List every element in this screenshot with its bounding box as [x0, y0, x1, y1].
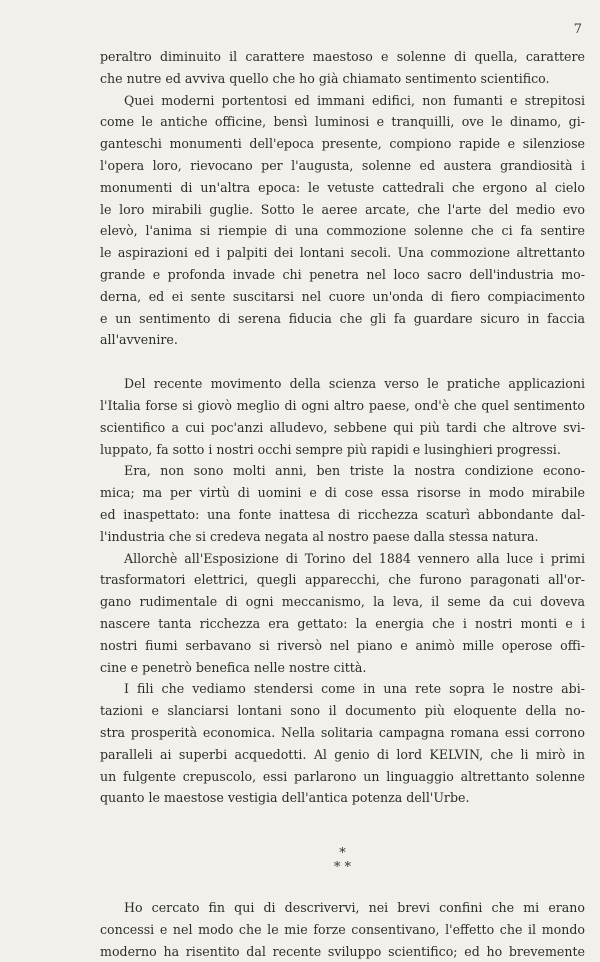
section-gap — [100, 351, 585, 373]
text-line: all'avvenire. — [100, 332, 178, 348]
text-line: ed inaspettato: una fonte inattesa di ricchezza scaturì abbondante dal- — [100, 506, 585, 522]
text-line: l'opera loro, rievocano per l'augusta, solenne ed austera grandiosità i — [100, 157, 585, 173]
text-line: concessi e nel modo che le mie forze consentivano, l'effetto che il mondo — [100, 921, 585, 937]
text-line: e un sentimento di serena fiducia che gli fa guardare sicuro in faccia — [100, 310, 585, 326]
text-line: Quei moderni portentosi ed immani edifici, non fumanti e strepitosi — [124, 92, 585, 108]
text-line: nascere tanta ricchezza era gettato: la energia che i nostri monti e i — [100, 615, 585, 631]
text-line: monumenti di un'altra epoca: le vetuste cattedrali che ergono al cielo — [100, 179, 585, 195]
text-line: Era, non sono molti anni, ben triste la nostra condizione econo- — [124, 463, 585, 479]
section-gap — [100, 809, 585, 847]
text-line: derna, ed ei sente suscitarsi nel cuore un'onda di fiero compiacimento — [100, 288, 585, 304]
text-line: stra prosperità economica. Nella solitaria campagna romana essi corrono — [100, 724, 585, 740]
paragraph — [100, 46, 585, 90]
text-line: ganteschi monumenti dell'epoca presente, compiono rapide e silenziose — [100, 136, 585, 152]
paragraph — [100, 460, 585, 547]
page-number: 7 — [573, 22, 582, 37]
text-line: l'industria che si credeva negata al nostro paese dalla stessa natura. — [100, 528, 539, 544]
paragraph — [100, 897, 585, 962]
text-line: un fulgente crepuscolo, essi parlarono un linguaggio altrettanto solenne — [100, 768, 585, 784]
text-line: elevò, l'anima si riempie di una commozione solenne che ci fa sentire — [100, 223, 585, 239]
paragraph — [100, 678, 585, 809]
text-line: moderno ha risentito dal recente sviluppo scientifico; ed ho brevemente — [100, 943, 585, 959]
paragraph — [100, 90, 585, 352]
text-line: trasformatori elettrici, quegli apparecchi, che furono paragonati all'or- — [100, 572, 585, 588]
body-text — [100, 46, 585, 962]
section-gap — [100, 875, 585, 897]
text-line: gano rudimentale di ogni meccanismo, la leva, il seme da cui doveva — [100, 594, 585, 610]
text-line: paralleli ai superbi acquedotti. Al genio di lord KELVIN, che li mirò in — [100, 746, 585, 762]
text-line: luppato, fa sotto i nostri occhi sempre più rapidi e lusinghieri progressi. — [100, 441, 561, 457]
text-line: quanto le maestose vestigia dell'antica potenza dell'Urbe. — [100, 790, 470, 806]
text-line: I fili che vediamo stendersi come in una rete sopra le nostre abi- — [124, 681, 585, 697]
paragraph — [100, 548, 585, 679]
asterism-bottom: * * — [333, 860, 352, 876]
text-line: Del recente movimento della scienza verso le pratiche applicazioni — [124, 376, 585, 392]
text-line: l'Italia forse si giovò meglio di ogni altro paese, ond'è che quel sentimento — [100, 397, 585, 413]
text-line: cine e penetrò benefica nelle nostre città. — [100, 659, 367, 675]
text-line: peraltro diminuito il carattere maestoso e solenne di quella, carattere — [100, 49, 585, 64]
text-line: Allorchè all'Esposizione di Torino del 1884 vennero alla luce i primi — [124, 550, 585, 566]
text-line: tazioni e slanciarsi lontani sono il documento più eloquente della no- — [100, 703, 585, 719]
text-line: scientifico a cui poc'anzi alludevo, sebbene qui più tardi che altrove svi- — [100, 419, 585, 435]
text-line: come le antiche officine, bensì luminosi e tranquilli, ove le dinamo, gi- — [100, 114, 585, 130]
text-line: grande e profonda invade chi penetra nel loco sacro dell'industria mo- — [100, 266, 585, 282]
text-line: nostri fiumi serbavano si riversò nel piano e animò mille operose offi- — [100, 637, 585, 653]
text-line: che nutre ed avviva quello che ho già chiamato sentimento scientifico. — [100, 70, 550, 86]
text-line: le aspirazioni ed i palpiti dei lontani secoli. Una commozione altrettanto — [100, 245, 585, 261]
text-line: mica; ma per virtù di uomini e di cose essa risorse in modo mirabile — [100, 485, 585, 501]
text-line: Ho cercato fin qui di descrivervi, nei brevi confini che mi erano — [124, 900, 585, 916]
paragraph — [100, 373, 585, 460]
section-break-asterism — [100, 847, 585, 875]
text-line: le loro mirabili guglie. Sotto le aeree arcate, che l'arte del medio evo — [100, 201, 585, 217]
asterism-top: * — [339, 846, 346, 862]
